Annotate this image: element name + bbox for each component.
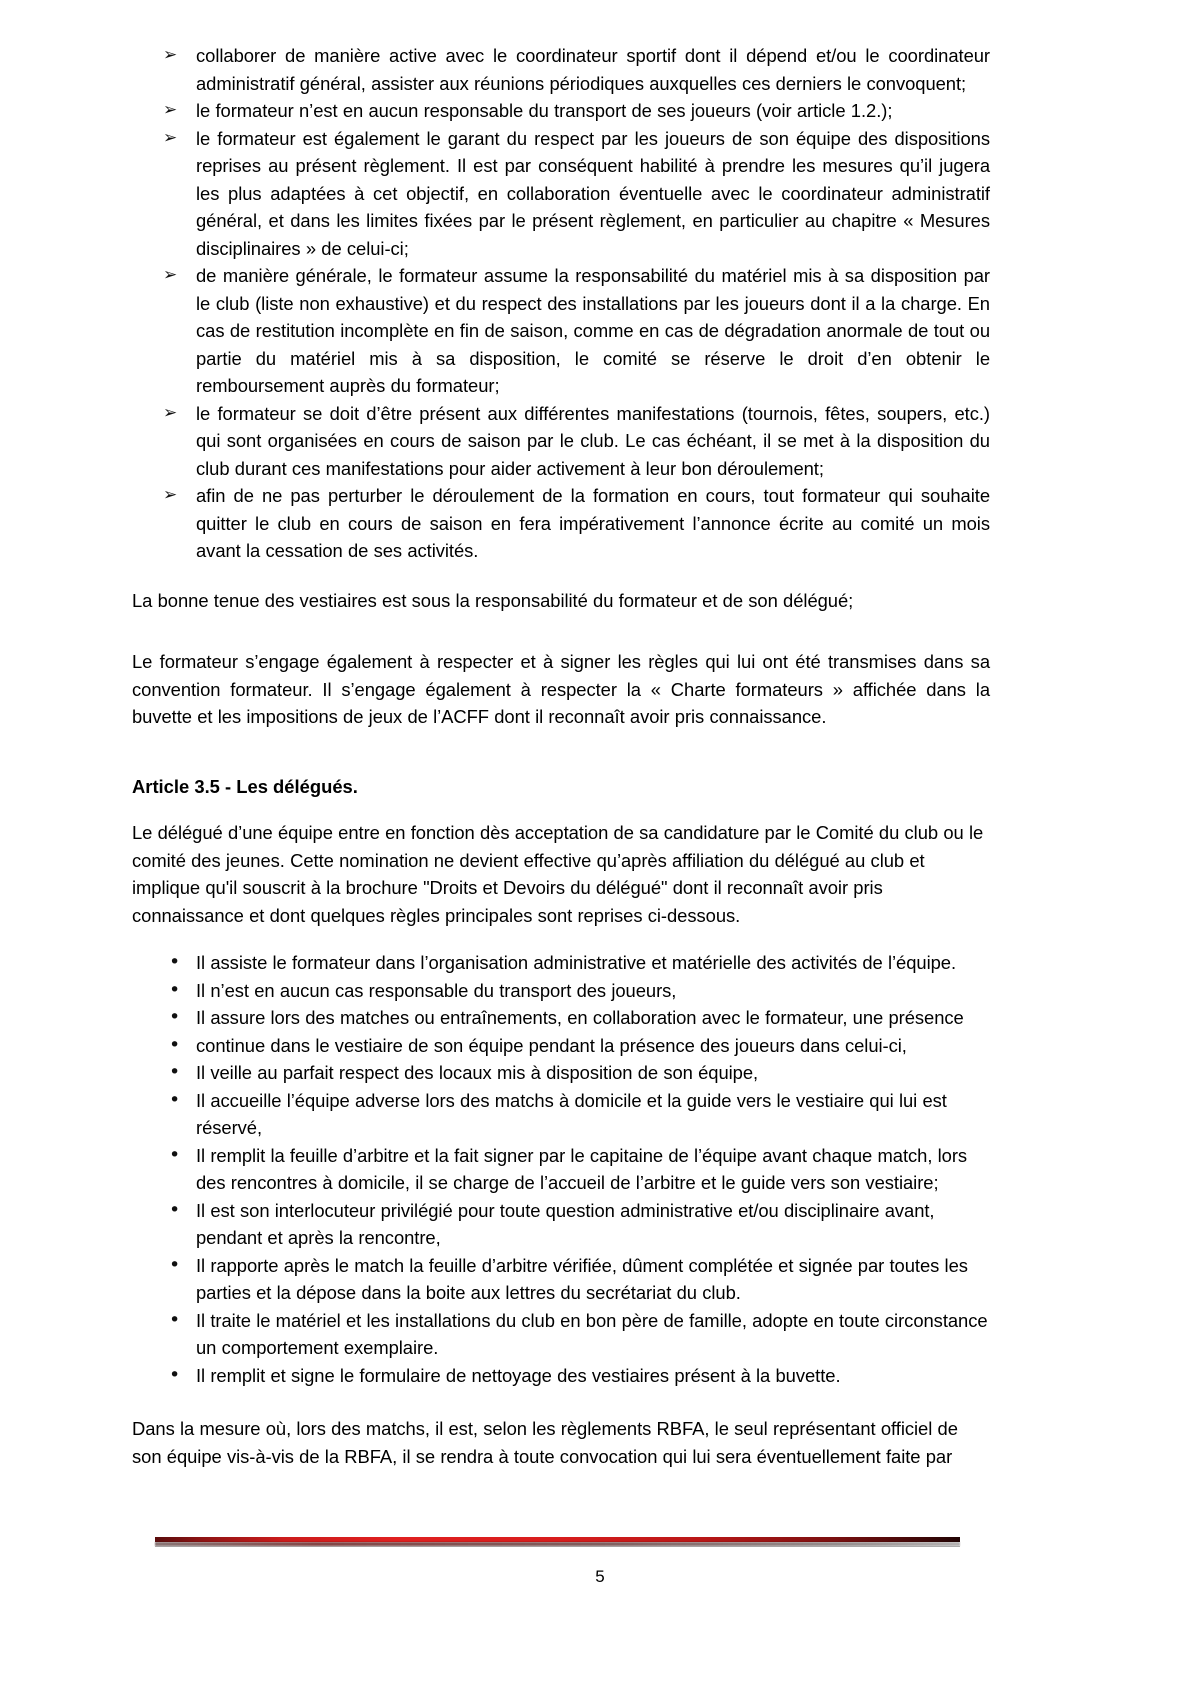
dot-bullet-icon: • xyxy=(169,1061,181,1083)
list-item xyxy=(132,1252,990,1307)
list-item-text: de manière générale, le formateur assume la responsabilité du matériel mis à sa disposition par le club (liste non exhaustive) et du respect des installations par les joueurs dont il a la charge. En cas de restitution incomplète en fin de saison, comme en cas de dégradation anormale de tout ou partie du matériel mis à sa disposition, le comité se réserve le droit d’en obtenir le remboursement auprès du formateur; xyxy=(196,265,990,396)
arrow-bullet-icon: ➢ xyxy=(163,402,178,423)
list-item-text: afin de ne pas perturber le déroulement de la formation en cours, tout formateur qui souhaite quitter le club en cours de saison en fera impérativement l’annonce écrite au comité un mois avant la cessation de ses activités. xyxy=(196,485,990,561)
list-item-text: Il traite le matériel et les installations du club en bon père de famille, adopte en toute circonstance un comportement exemplaire. xyxy=(196,1309,988,1358)
list-item-text: Il assiste le formateur dans l’organisation administrative et matérielle des activités de l’équipe. xyxy=(196,952,957,973)
spacer xyxy=(132,565,990,587)
page-content xyxy=(132,42,990,1487)
delegate-duties-list xyxy=(132,949,990,1389)
list-item-text: le formateur se doit d’être présent aux différentes manifestations (tournois, fêtes, soupers, etc.) qui sont organisées en cours de saison par le club. Le cas échéant, il se met à la disposition du club durant ces manifestations pour aider activement à leur bon déroulement; xyxy=(196,402,990,479)
dot-bullet-icon: • xyxy=(169,1143,181,1166)
list-item xyxy=(132,1307,990,1362)
list-item xyxy=(132,1004,990,1032)
footer-rule-thin-line xyxy=(155,1546,960,1547)
list-item xyxy=(132,42,990,97)
list-item-text: Il est son interlocuteur privilégié pour toute question administrative et/ou disciplinaire avant, pendant et après la rencontre, xyxy=(196,1199,935,1248)
list-item xyxy=(132,1032,990,1060)
list-item-text: Il assure lors des matches ou entraînements, en collaboration avec le formateur, une présence xyxy=(196,1007,964,1028)
list-item-text: Il remplit la feuille d’arbitre et la fait signer par le capitaine de l’équipe avant chaque match, lors des rencontres à domicile, il se charge de l’accueil de l’arbitre et le guide vers son vestiaire; xyxy=(196,1144,968,1193)
list-item xyxy=(132,400,990,483)
list-item-text: Il veille au parfait respect des locaux mis à disposition de son équipe, xyxy=(196,1062,759,1083)
dot-bullet-icon: • xyxy=(169,1308,181,1331)
list-item-text: le formateur est également le garant du respect par les joueurs de son équipe des dispositions reprises au présent règlement. Il est par conséquent habilité à prendre les mesures qu’il jugera les plus adaptées à cet objectif, en collaboration éventuelle avec le coordinateur administratif général, et dans les limites fixées par le présent règlement, en particulier au chapitre « Mesures disciplinaires » de celui-ci; xyxy=(196,127,990,259)
list-item xyxy=(132,977,990,1005)
list-item-text: Il accueille l’équipe adverse lors des matchs à domicile et la guide vers le vestiaire qui lui est réservé, xyxy=(196,1089,947,1138)
list-item-text: continue dans le vestiaire de son équipe pendant la présence des joueurs dans celui-ci, xyxy=(196,1034,907,1056)
list-item-text: collaborer de manière active avec le coordinateur sportif dont il dépend et/ou le coordinateur administratif général, assister aux réunions périodiques auxquelles ces derniers le convoquent; xyxy=(196,45,990,94)
list-item-text: Il rapporte après le match la feuille d’arbitre vérifiée, dûment complétée et signée par toutes les parties et la dépose dans la boite aux lettres du secrétariat du club. xyxy=(196,1254,968,1303)
footer-divider xyxy=(155,1537,960,1549)
paragraph-rbfa: Dans la mesure où, lors des matchs, il est, selon les règlements RBFA, le seul représentant officiel de son équipe vis-à-vis de la RBFA, il se rendra à toute convocation qui lui sera éventuellement faite par xyxy=(132,1418,958,1467)
paragraph-convention: Le formateur s’engage également à respecter et à signer les règles qui lui ont été transmises dans sa convention formateur. Il s’engage également à respecter la « Charte formateurs » affichée dans la buvette et les impositions de jeux de l’ACFF dont il reconnaît avoir pris connaissance. xyxy=(132,651,990,727)
list-item xyxy=(132,1197,990,1252)
page-footer xyxy=(0,1537,1200,1697)
list-item-text: Il n’est en aucun cas responsable du transport des joueurs, xyxy=(196,979,677,1001)
list-item xyxy=(132,1142,990,1197)
dot-bullet-icon: • xyxy=(169,1253,181,1276)
dot-bullet-icon: • xyxy=(169,1198,181,1221)
list-item xyxy=(132,125,990,263)
arrow-bullet-icon: ➢ xyxy=(163,100,178,120)
dot-bullet-icon: • xyxy=(169,1363,181,1386)
list-item xyxy=(132,1059,990,1087)
list-item-text: le formateur n’est en aucun responsable du transport de ses joueurs (voir article 1.2.); xyxy=(196,100,893,121)
list-item xyxy=(132,482,990,565)
dot-bullet-icon: • xyxy=(169,1033,181,1056)
spacer xyxy=(132,1389,990,1415)
formateur-duties-list xyxy=(132,42,990,565)
list-item xyxy=(132,1087,990,1142)
list-item xyxy=(132,949,990,977)
spacer xyxy=(132,748,990,765)
dot-bullet-icon: • xyxy=(169,1088,181,1111)
dot-bullet-icon: • xyxy=(169,1006,181,1028)
page-number: 5 xyxy=(595,1567,605,1586)
list-item-text: Il remplit et signe le formulaire de nettoyage des vestiaires présent à la buvette. xyxy=(196,1364,841,1386)
paragraph-delegue-intro: Le délégué d’une équipe entre en fonction dès acceptation de sa candidature par le Comité du club ou le comité des jeunes. Cette nomination ne devient effective qu’après affiliation du délégué au club et implique qu'il souscrit à la brochure "Droits et Devoirs du délégué" dont il reconnaît avoir pris connaissance et dont quelques règles principales sont reprises ci-dessous. xyxy=(132,822,984,926)
list-item xyxy=(132,97,990,125)
article-heading: Article 3.5 - Les délégués. xyxy=(132,775,358,797)
arrow-bullet-icon: ➢ xyxy=(163,485,178,505)
arrow-bullet-icon: ➢ xyxy=(163,127,178,148)
spacer xyxy=(132,631,990,648)
arrow-bullet-icon: ➢ xyxy=(163,45,178,65)
dot-bullet-icon: • xyxy=(169,951,181,973)
arrow-bullet-icon: ➢ xyxy=(163,265,178,285)
dot-bullet-icon: • xyxy=(169,978,181,1001)
list-item xyxy=(132,262,990,400)
paragraph-vestiaires: La bonne tenue des vestiaires est sous la responsabilité du formateur et de son délégué; xyxy=(132,589,854,611)
list-item xyxy=(132,1362,990,1390)
